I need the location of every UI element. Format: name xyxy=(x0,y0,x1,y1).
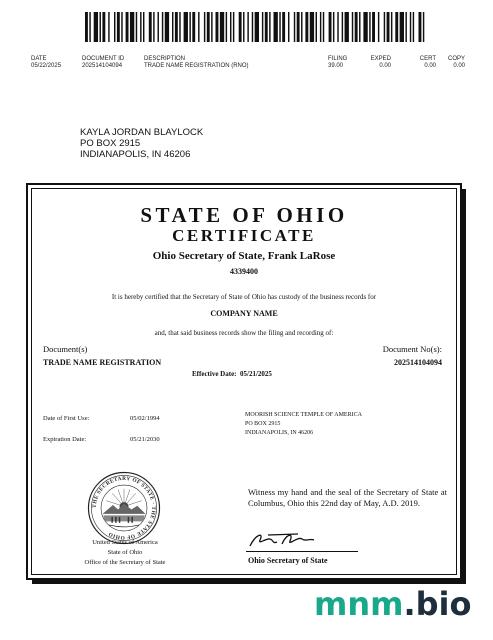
document-id-value: 202514104094 xyxy=(82,63,123,69)
effective-date xyxy=(192,370,272,378)
site-watermark xyxy=(314,585,471,623)
certificate-subtitle: CERTIFICATE xyxy=(172,226,316,245)
signature-image xyxy=(246,530,326,550)
filing-label: FILING xyxy=(328,56,348,62)
certificate-title: STATE OF OHIO xyxy=(140,203,348,227)
signature-line xyxy=(246,551,358,552)
filing-field xyxy=(328,56,347,70)
certificate-issuer: Ohio Secretary of State, Frank LaRose xyxy=(152,250,336,262)
date-label: DATE xyxy=(31,56,47,62)
seal-caption xyxy=(67,538,183,568)
certificate-number: 4339400 xyxy=(230,267,258,276)
description-field xyxy=(144,56,249,70)
effective-date-label: Effective Date: xyxy=(192,370,237,378)
watermark-part1: mnm xyxy=(314,585,404,623)
document-nos-label: Document No(s): xyxy=(382,344,442,354)
exped-label: EXPED xyxy=(370,56,391,62)
cert-value: 0.00 xyxy=(424,63,436,69)
barcode-graphic xyxy=(85,12,425,42)
entity-line1: PO BOX 2915 xyxy=(245,421,281,427)
seal-caption-line3: Office of the Secretary of State xyxy=(84,559,166,566)
seal-caption-line2: State of Ohio xyxy=(107,549,143,556)
entity-address xyxy=(245,411,362,438)
document-id-label: DOCUMENT ID xyxy=(82,56,125,62)
copy-value: 0.00 xyxy=(453,63,465,69)
barcode xyxy=(85,12,425,42)
watermark-part2: bio xyxy=(415,585,472,623)
exped-field xyxy=(366,56,391,70)
signature xyxy=(246,530,326,550)
seal-ring-text: THE SECRETARY OF STATE · THE STATE OF OHIO xyxy=(91,475,157,541)
records-text: and, that said business records show the filing and recording of: xyxy=(154,329,334,337)
expiration-value: 05/21/2030 xyxy=(130,436,160,443)
watermark-dot: . xyxy=(403,585,416,623)
document-id-field xyxy=(82,56,124,70)
document-type: TRADE NAME REGISTRATION xyxy=(43,358,162,367)
date-value: 05/22/2025 xyxy=(31,63,62,69)
witness-statement: Witness my hand and the seal of the Secretary of State at Columbus, Ohio this 22nd day of May, A.D. 2019. xyxy=(248,487,447,508)
certificate-body xyxy=(31,188,457,575)
mailing-name: KAYLA JORDAN BLAYLOCK xyxy=(80,127,204,138)
certificate xyxy=(26,183,462,580)
certificate-shadow-right xyxy=(462,189,466,584)
exped-value: 0.00 xyxy=(379,63,391,69)
copy-field xyxy=(443,56,465,70)
company-name: COMPANY NAME xyxy=(210,309,278,318)
seal-caption-line1: United States of America xyxy=(92,539,158,546)
description-label: DESCRIPTION xyxy=(144,56,186,62)
expiration-label: Expiration Date: xyxy=(43,436,87,443)
signature-title: Ohio Secretary of State xyxy=(248,556,328,565)
filing-value: 39.00 xyxy=(328,63,344,69)
documents-label: Document(s) xyxy=(43,344,88,354)
entity-name: MOORISH SCIENCE TEMPLE OF AMERICA xyxy=(245,412,362,418)
copy-label: COPY xyxy=(447,56,465,62)
date-field xyxy=(31,56,61,70)
description-value: TRADE NAME REGISTRATION (RNO) xyxy=(144,63,249,69)
document-number: 202514104094 xyxy=(394,358,442,367)
first-use-label: Date of First Use: xyxy=(43,415,90,422)
entity-line2: INDIANAPOLIS, IN 46206 xyxy=(245,430,314,436)
effective-date-value: 05/21/2025 xyxy=(240,370,272,378)
certify-text: It is hereby certified that the Secretary of State of Ohio has custody of the business records for xyxy=(111,293,377,301)
mailing-line2: INDIANAPOLIS, IN 46206 xyxy=(80,149,191,160)
cert-field xyxy=(414,56,436,70)
mailing-address xyxy=(80,127,203,160)
cert-label: CERT xyxy=(419,56,436,62)
mailing-line1: PO BOX 2915 xyxy=(80,138,141,149)
first-use-value: 05/02/1994 xyxy=(130,415,160,422)
seal-icon xyxy=(87,471,161,545)
certificate-shadow-bottom xyxy=(32,580,466,584)
ohio-seal xyxy=(87,471,161,545)
